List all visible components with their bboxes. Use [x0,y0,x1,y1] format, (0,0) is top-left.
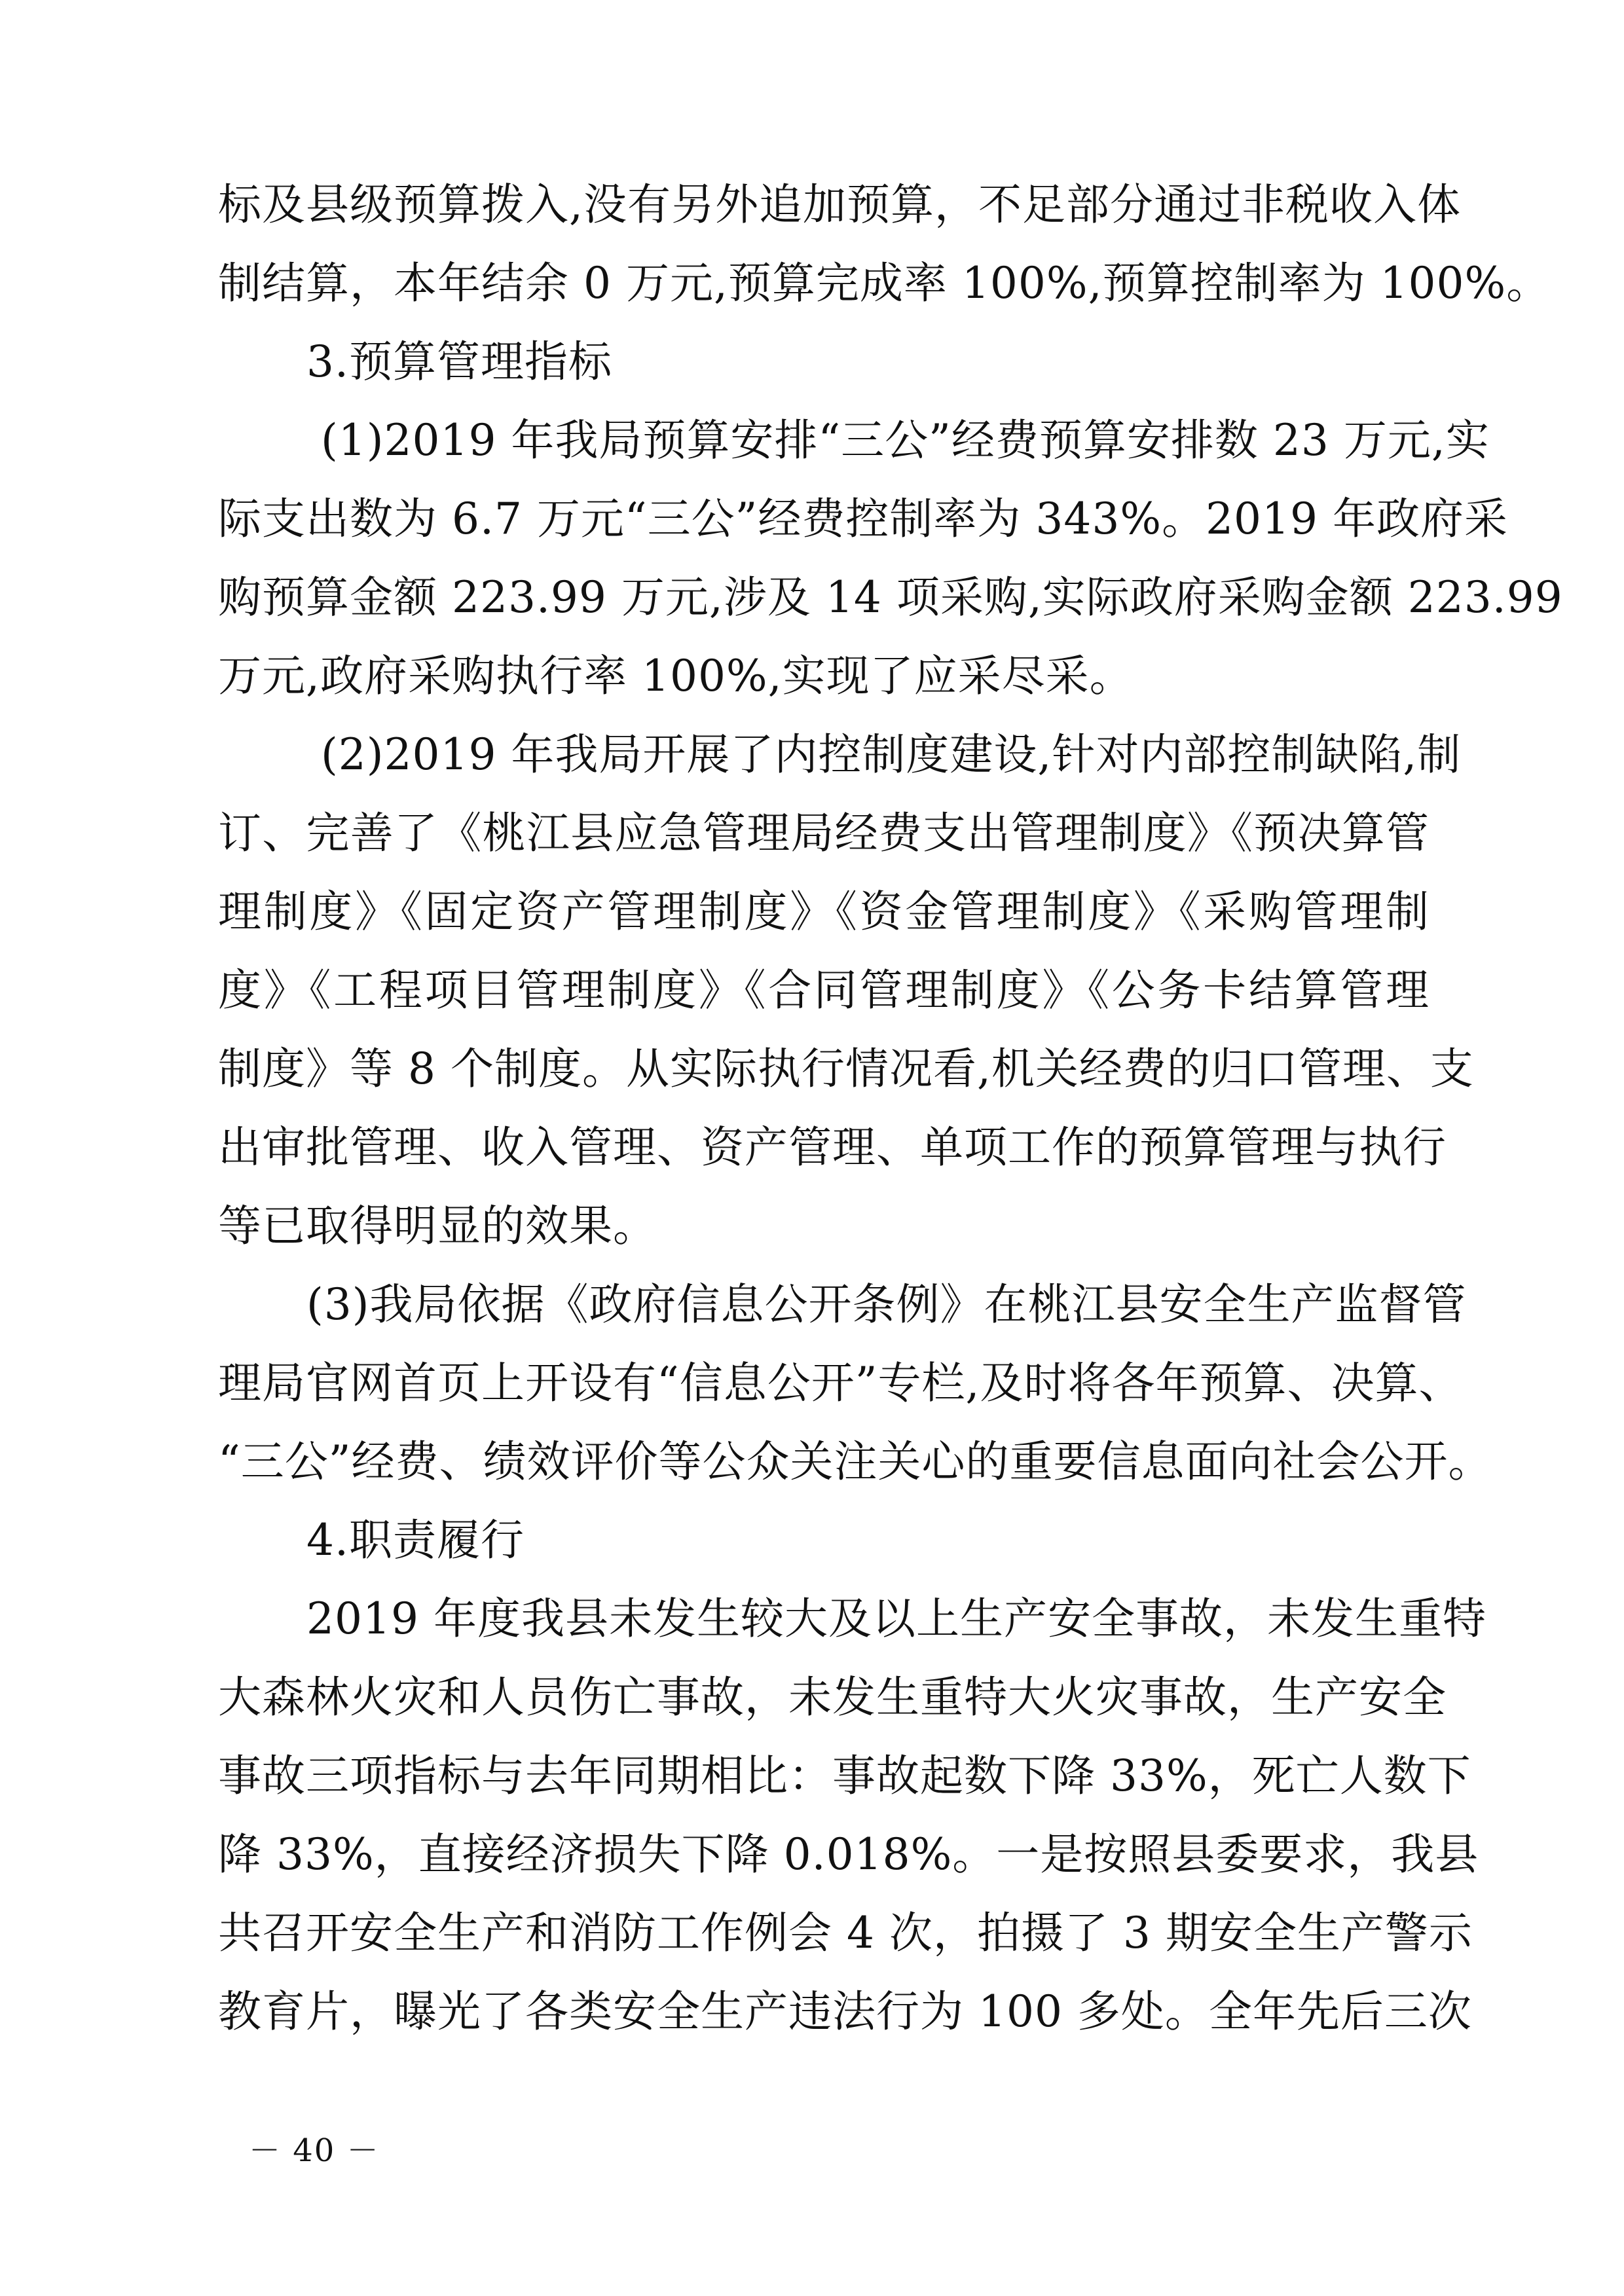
text-line-11: 度》《工程项目管理制度》《合同管理制度》《公务卡结算管理 [218,965,1430,1015]
page-number: － 40 － [249,2132,380,2169]
text-line-1: 标及县级预算拨入,没有另外追加预算，不足部分通过非税收入体 [218,179,1461,230]
section-heading-budget-management: 3.预算管理指标 [306,337,612,387]
text-line-10: 理制度》《固定资产管理制度》《资金管理制度》《采购管理制 [218,886,1430,937]
text-line-8: (2)2019 年我局开展了内控制度建设,针对内部控制缺陷,制 [321,729,1462,780]
text-line-24: 教育片，曝光了各类安全生产违法行为 100 多处。全年先后三次 [218,1986,1472,2037]
text-line-19: 2019 年度我县未发生较大及以上生产安全事故，未发生重特 [306,1594,1486,1644]
text-line-16: 理局官网首页上开设有“信息公开”专栏,及时将各年预算、决算、 [218,1358,1463,1408]
text-line-9: 订、完善了《桃江县应急管理局经费支出管理制度》《预决算管 [218,808,1430,858]
text-line-22: 降 33%，直接经济损失下降 0.018%。一是按照县委要求，我县 [218,1829,1479,1880]
text-line-13: 出审批管理、收入管理、资产管理、单项工作的预算管理与执行 [218,1122,1447,1173]
text-line-20: 大森林火灾和人员伤亡事故，未发生重特大火灾事故，生产安全 [218,1672,1447,1722]
text-line-21: 事故三项指标与去年同期相比：事故起数下降 33%，死亡人数下 [218,1751,1471,1801]
text-line-4: (1)2019 年我局预算安排“三公”经费预算安排数 23 万元,实 [321,415,1490,465]
section-heading-duty-performance: 4.职责履行 [306,1515,525,1565]
text-line-17: “三公”经费、绩效评价等公众关注关心的重要信息面向社会公开。 [218,1436,1492,1487]
text-line-5: 际支出数为 6.7 万元“三公”经费控制率为 343%。2019 年政府采 [218,494,1509,544]
text-line-6: 购预算金额 223.99 万元,涉及 14 项采购,实际政府采购金额 223.99 [218,572,1563,623]
text-line-15: (3)我局依据《政府信息公开条例》在桃江县安全生产监督管 [306,1279,1467,1330]
text-line-23: 共召开安全生产和消防工作例会 4 次，拍摄了 3 期安全生产警示 [218,1908,1473,1958]
text-line-2: 制结算，本年结余 0 万元,预算完成率 100%,预算控制率为 100%。 [218,258,1551,308]
text-line-14: 等已取得明显的效果。 [218,1201,657,1251]
text-line-12: 制度》等 8 个制度。从实际执行情况看,机关经费的归口管理、支 [218,1044,1474,1094]
text-line-7: 万元,政府采购执行率 100%,实现了应采尽采。 [218,651,1134,701]
